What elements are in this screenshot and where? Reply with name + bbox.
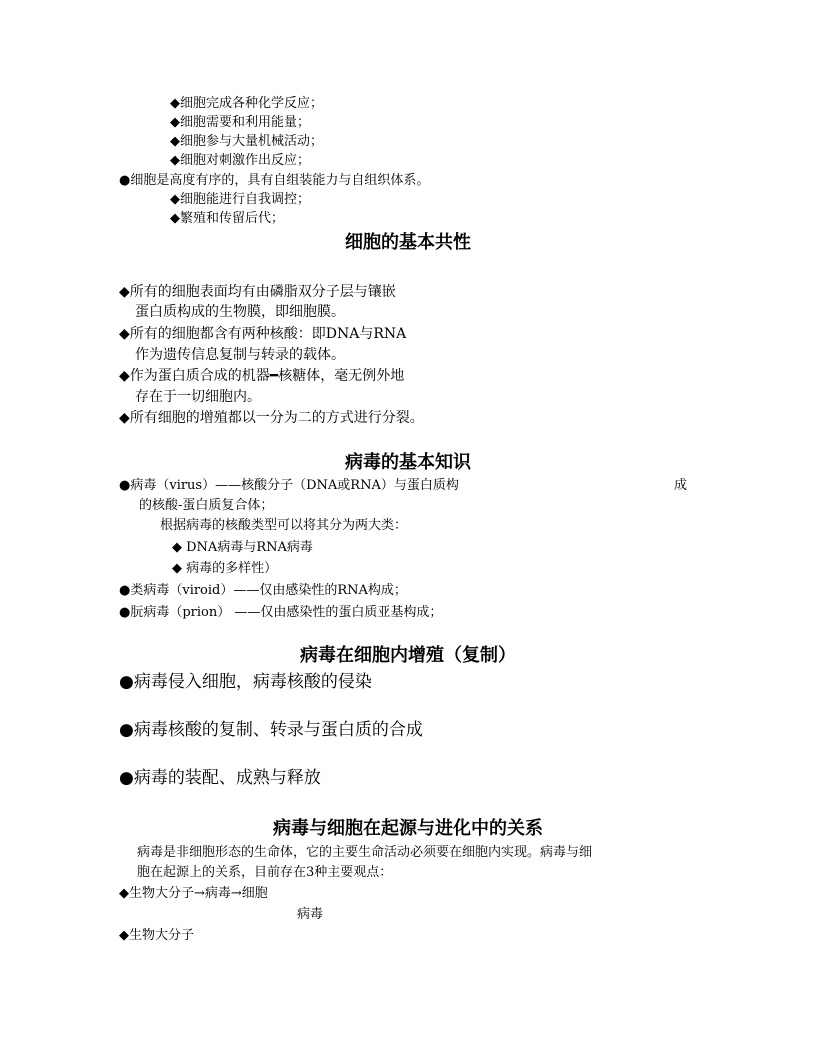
- cell-common-line: ◆作为蛋白质合成的机器━核糖体，毫无例外地: [119, 368, 405, 384]
- origin-paragraph: 病毒是非细胞形态的生命体，它的主要生命活动必须要在细胞内实现。病毒与细: [137, 845, 593, 860]
- replication-step: ●病毒核酸的复制、转录与蛋白质的合成: [119, 720, 423, 740]
- section-title-origin-evolution: 病毒与细胞在起源与进化中的关系: [273, 818, 543, 839]
- intro-item: ◆细胞完成各种化学反应；: [170, 96, 323, 111]
- origin-view: ◆生物大分子: [119, 928, 194, 943]
- origin-paragraph-cont: 胞在起源上的关系，目前存在3种主要观点：: [137, 865, 393, 880]
- cell-common-line: 蛋白质构成的生物膜，即细胞膜。: [135, 304, 345, 320]
- intro-item: ◆细胞对刺激作出反应；: [170, 153, 310, 168]
- virus-type-item: ◆ 病毒的多样性）: [172, 561, 278, 576]
- intro-item: ◆细胞能进行自我调控；: [170, 192, 310, 207]
- cell-common-line: ◆所有的细胞表面均有由磷脂双分子层与镶嵌: [119, 284, 396, 300]
- cell-common-line: ◆所有的细胞都含有两种核酸：即DNA与RNA: [119, 326, 407, 342]
- prion-line: ●朊病毒（prion） ——仅由感染性的蛋白质亚基构成；: [119, 605, 443, 620]
- replication-step: ●病毒的装配、成熟与释放: [119, 768, 321, 788]
- section-title-virus-replication: 病毒在细胞内增殖（复制）: [300, 645, 516, 666]
- intro-item: ◆细胞需要和利用能量；: [170, 115, 310, 130]
- intro-item: ◆细胞参与大量机械活动；: [170, 134, 323, 149]
- virus-definition-cont: 的核酸-蛋白质复合体；: [139, 498, 274, 513]
- cell-common-line: 作为遗传信息复制与转录的载体。: [135, 347, 345, 363]
- virus-definition-tail: 成: [674, 478, 688, 493]
- section-title-cell-common: 细胞的基本共性: [345, 232, 471, 253]
- viroid-line: ●类病毒（viroid）——仅由感染性的RNA构成；: [119, 583, 407, 598]
- intro-bullet: ●细胞是高度有序的，具有自组装能力与自组织体系。: [119, 173, 430, 188]
- cell-common-line: 存在于一切细胞内。: [135, 389, 261, 405]
- intro-item: ◆繁殖和传留后代；: [170, 211, 284, 226]
- replication-step: ●病毒侵入细胞，病毒核酸的侵染: [119, 672, 372, 692]
- cell-common-line: ◆所有细胞的增殖都以一分为二的方式进行分裂。: [119, 410, 424, 426]
- virus-classification: 根据病毒的核酸类型可以将其分为两大类：: [160, 518, 408, 533]
- virus-type-item: ◆ DNA病毒与RNA病毒: [172, 540, 313, 555]
- origin-view-label: 病毒: [297, 907, 324, 922]
- section-title-virus-basics: 病毒的基本知识: [345, 452, 471, 473]
- origin-view: ◆生物大分子→病毒→细胞: [119, 886, 268, 901]
- virus-definition: ●病毒（virus）——核酸分子（DNA或RNA）与蛋白质构: [119, 478, 459, 493]
